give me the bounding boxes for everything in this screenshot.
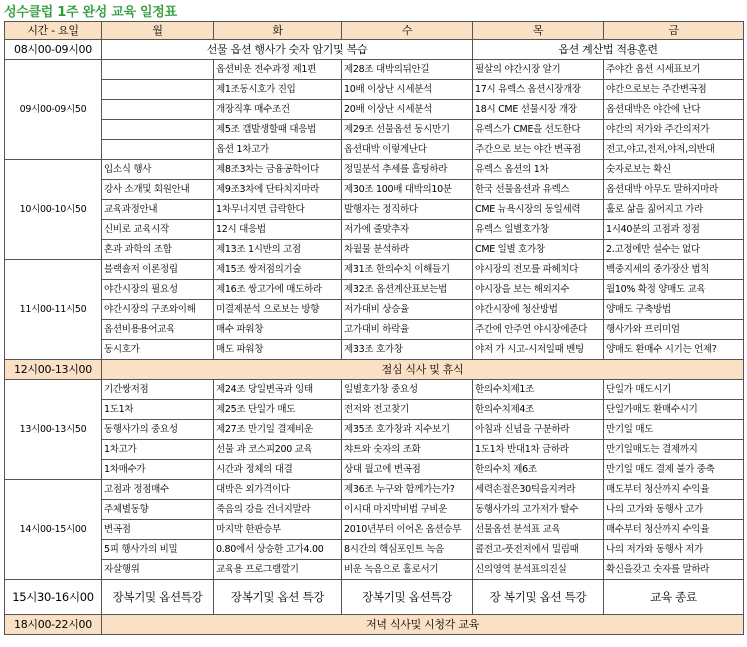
header-row	[5, 22, 744, 40]
schedule-cell: 12시 대응법	[214, 220, 342, 240]
schedule-cell: 옵션 1차고가	[214, 140, 342, 160]
schedule-cell: 야시장을 보는 해외지수	[473, 280, 604, 300]
time-cell: 14시00-15시00	[5, 480, 102, 580]
schedule-cell: 백중지세의 중가장산 법칙	[604, 260, 744, 280]
table-row	[5, 100, 744, 120]
table-row	[5, 260, 744, 280]
table-row	[5, 500, 744, 520]
header-day-tue: 화	[214, 22, 342, 40]
table-row	[5, 540, 744, 560]
schedule-cell: 8시간의 핵심포인트 녹음	[342, 540, 473, 560]
schedule-cell: 장복기및 옵션특강	[102, 580, 214, 615]
schedule-cell: 유렉스 일별호가창	[473, 220, 604, 240]
schedule-cell	[102, 140, 214, 160]
row-1800	[5, 615, 744, 635]
schedule-cell: 한의수치 제6조	[473, 460, 604, 480]
schedule-cell: 죽음의 강을 건너지말라	[214, 500, 342, 520]
schedule-cell: 제8조3차는 금융공학이다	[214, 160, 342, 180]
schedule-cell: 야간의 저가와 주간의저가	[604, 120, 744, 140]
schedule-cell: 5피 행사가의 비밀	[102, 540, 214, 560]
schedule-cell: 만기일 매도 결제 불가 중축	[604, 460, 744, 480]
schedule-cell: 0.80에서 상승한 고가4.00	[214, 540, 342, 560]
schedule-cell: 저가에 줄맞추자	[342, 220, 473, 240]
table-row	[5, 420, 744, 440]
header-day-thu: 목	[473, 22, 604, 40]
schedule-cell: 장복기및 옵션 특강	[214, 580, 342, 615]
schedule-cell: 만기일매도는 결제까지	[604, 440, 744, 460]
schedule-cell: 한국 선물옵션과 유렉스	[473, 180, 604, 200]
schedule-cell: 1차매수가	[102, 460, 214, 480]
table-row	[5, 460, 744, 480]
table-row	[5, 380, 744, 400]
schedule-cell: 나의 고가와 동행사 고가	[604, 500, 744, 520]
schedule-cell: 차월물 분석하라	[342, 240, 473, 260]
schedule-cell: 2010년부터 이어온 옵션승부	[342, 520, 473, 540]
schedule-cell: CME 일별 호가창	[473, 240, 604, 260]
schedule-cell: 고점과 정점매수	[102, 480, 214, 500]
schedule-cell: 챠트와 숫자의 조화	[342, 440, 473, 460]
schedule-cell: 제33조 호가창	[342, 340, 473, 360]
schedule-cell: 야저 가 시고-시저일때 벤팅	[473, 340, 604, 360]
schedule-cell: 저가대비 상승율	[342, 300, 473, 320]
table-row	[5, 80, 744, 100]
schedule-cell: 자살행위	[102, 560, 214, 580]
merged-cell: 저녁 식사및 시청각 교육	[102, 615, 744, 635]
schedule-cell: 제15조 쌍저점의기술	[214, 260, 342, 280]
schedule-cell: 전저와 전고찾기	[342, 400, 473, 420]
time-cell: 11시00-11시50	[5, 260, 102, 360]
schedule-cell: 20배 이상난 시세분석	[342, 100, 473, 120]
time-cell: 15시30-16시00	[5, 580, 102, 615]
time-cell: 18시00-22시00	[5, 615, 102, 635]
schedule-cell: 1도1차	[102, 400, 214, 420]
schedule-cell: 주간에 안주연 야시장에준다	[473, 320, 604, 340]
schedule-table	[4, 21, 744, 635]
table-row	[5, 120, 744, 140]
schedule-cell: 상대 월고에 변곡점	[342, 460, 473, 480]
schedule-cell: 1시40분의 고점과 정점	[604, 220, 744, 240]
schedule-cell: 행사가와 프리미엄	[604, 320, 744, 340]
schedule-cell: 제1조동시호가 진입	[214, 80, 342, 100]
schedule-cell: 교육 종료	[604, 580, 744, 615]
schedule-cell: 기간쌍저점	[102, 380, 214, 400]
schedule-cell: 1도1차 반대1차 금하라	[473, 440, 604, 460]
schedule-cell: 입소식 행사	[102, 160, 214, 180]
table-row	[5, 480, 744, 500]
schedule-cell: 야간으로보는 주간변곡점	[604, 80, 744, 100]
schedule-cell: 혼과 과학의 조합	[102, 240, 214, 260]
schedule-cell: 월10% 확정 양매도 교육	[604, 280, 744, 300]
schedule-cell: 동행사가의 중요성	[102, 420, 214, 440]
schedule-cell: 야간시장의 구조와이해	[102, 300, 214, 320]
time-cell: 10시00-10시50	[5, 160, 102, 260]
schedule-cell: 비운 녹음으로 홀로서기	[342, 560, 473, 580]
schedule-cell: 미결제분석 으로보는 방향	[214, 300, 342, 320]
schedule-cell: 매도부터 청산까지 수익율	[604, 480, 744, 500]
schedule-cell: 동행사가의 고가저가 탈수	[473, 500, 604, 520]
header-day-mon: 월	[102, 22, 214, 40]
schedule-cell: 야시장의 전모를 파헤치다	[473, 260, 604, 280]
schedule-cell: 제31조 한의수치 이해들기	[342, 260, 473, 280]
schedule-cell: 주체별동향	[102, 500, 214, 520]
schedule-cell	[102, 60, 214, 80]
schedule-cell: 매수부터 청산까지 수익율	[604, 520, 744, 540]
header-time: 시간 - 요일	[5, 22, 102, 40]
table-row	[5, 300, 744, 320]
schedule-cell: 고가대비 하락율	[342, 320, 473, 340]
table-row	[5, 60, 744, 80]
schedule-cell: 매수 파워창	[214, 320, 342, 340]
schedule-cell: 시간과 정체의 대결	[214, 460, 342, 480]
schedule-cell: 마지막 한판승부	[214, 520, 342, 540]
schedule-cell: 주야간 옵션 시세표보기	[604, 60, 744, 80]
schedule-cell: 정밀분석 추세를 흘팅하라	[342, 160, 473, 180]
table-row	[5, 400, 744, 420]
schedule-cell: 제5조 갭발생할때 대응법	[214, 120, 342, 140]
schedule-cell: 교육과정안내	[102, 200, 214, 220]
time-cell: 13시00-13시50	[5, 380, 102, 480]
table-row	[5, 180, 744, 200]
table-row	[5, 280, 744, 300]
header-day-wed: 수	[342, 22, 473, 40]
schedule-cell: 단일가 매도시기	[604, 380, 744, 400]
schedule-cell: 전고,야고,전저,야저,의반대	[604, 140, 744, 160]
schedule-cell: 제9조3차에 단타치지마라	[214, 180, 342, 200]
schedule-cell: 제24조 당일변곡과 잉태	[214, 380, 342, 400]
schedule-cell: 옵션대박 이렇게난다	[342, 140, 473, 160]
schedule-cell: 옵션대박 아무도 말하지마라	[604, 180, 744, 200]
header-day-fri: 금	[604, 22, 744, 40]
schedule-cell: 선물 과 코스피200 교육	[214, 440, 342, 460]
schedule-cell: 확신을갖고 숫자를 말하라	[604, 560, 744, 580]
schedule-cell: 대박은 외가격이다	[214, 480, 342, 500]
schedule-cell: CME 뉴욕시장의 동일세력	[473, 200, 604, 220]
table-row	[5, 320, 744, 340]
table-row	[5, 440, 744, 460]
schedule-cell: 신비로 교육시작	[102, 220, 214, 240]
schedule-cell: 훌로 삶을 짊어지고 가라	[604, 200, 744, 220]
schedule-cell: 블랙숄저 이론정립	[102, 260, 214, 280]
table-row	[5, 200, 744, 220]
merged-cell: 점심 식사 및 휴식	[102, 360, 744, 380]
schedule-cell: 제32조 옵션계산표보는법	[342, 280, 473, 300]
schedule-cell: 제16조 쌍고가에 매도하라	[214, 280, 342, 300]
row-1530	[5, 580, 744, 615]
row-0800	[5, 40, 744, 60]
schedule-cell: 제36조 누구와 함께가는가?	[342, 480, 473, 500]
schedule-cell: 필살의 야간시장 알기	[473, 60, 604, 80]
schedule-cell: 1차고가	[102, 440, 214, 460]
schedule-cell: 제13조 1시반의 고점	[214, 240, 342, 260]
schedule-cell: 매도 파워창	[214, 340, 342, 360]
table-row	[5, 220, 744, 240]
schedule-cell: 야간시장의 필요성	[102, 280, 214, 300]
schedule-cell: 변곡점	[102, 520, 214, 540]
schedule-cell: 선물옵션 분석표 교육	[473, 520, 604, 540]
schedule-cell: 아침과 신념을 구분하라	[473, 420, 604, 440]
schedule-cell: 한의수치제1조	[473, 380, 604, 400]
schedule-cell: 강사 소개및 회원안내	[102, 180, 214, 200]
schedule-cell	[102, 80, 214, 100]
schedule-cell: 옵션대박은 야간에 난다	[604, 100, 744, 120]
schedule-cell: 세력손절은30틱을지켜라	[473, 480, 604, 500]
table-row	[5, 340, 744, 360]
schedule-cell: 콜전고-풋전저에서 밀림때	[473, 540, 604, 560]
schedule-cell: 발행자는 정직하다	[342, 200, 473, 220]
schedule-cell: 제35조 호가창과 지수보기	[342, 420, 473, 440]
schedule-cell: 이시대 마지막비법 구비운	[342, 500, 473, 520]
table-row	[5, 240, 744, 260]
schedule-cell: 장복기및 옵션특강	[342, 580, 473, 615]
schedule-cell: 유렉스가 CME을 선도한다	[473, 120, 604, 140]
schedule-cell: 야간시장에 청산방법	[473, 300, 604, 320]
schedule-cell: 양매도 구축방법	[604, 300, 744, 320]
schedule-cell: 숫자로보는 확신	[604, 160, 744, 180]
schedule-cell: 단일가매도 환매수시기	[604, 400, 744, 420]
schedule-cell: 동시호가	[102, 340, 214, 360]
page-title: 성수클럽 1주 완성 교육 일정표	[4, 5, 177, 20]
table-row	[5, 560, 744, 580]
schedule-cell: 장 복기및 옵션 특강	[473, 580, 604, 615]
time-cell: 12시00-13시00	[5, 360, 102, 380]
schedule-cell: 17시 유렉스 옵션시장개장	[473, 80, 604, 100]
time-cell: 09시00-09시50	[5, 60, 102, 160]
table-row	[5, 140, 744, 160]
schedule-cell: 제27조 만기일 결제비운	[214, 420, 342, 440]
schedule-cell: 10배 이상난 시세분석	[342, 80, 473, 100]
schedule-cell: 한의수치제4조	[473, 400, 604, 420]
schedule-cell: 옵션비운 전수과정 제1편	[214, 60, 342, 80]
schedule-cell: 제25조 단일가 매도	[214, 400, 342, 420]
schedule-cell	[102, 120, 214, 140]
schedule-cell: 교육용 프로그램깔기	[214, 560, 342, 580]
schedule-cell: 만기일 매도	[604, 420, 744, 440]
schedule-cell	[102, 100, 214, 120]
table-row	[5, 520, 744, 540]
schedule-cell: 2.고정에만 설수는 없다	[604, 240, 744, 260]
time-cell: 08시00-09시00	[5, 40, 102, 60]
schedule-cell: 1차무너지면 급락한다	[214, 200, 342, 220]
schedule-cell: 제28조 대박의뒤안길	[342, 60, 473, 80]
schedule-cell: 18시 CME 선물시장 개장	[473, 100, 604, 120]
schedule-cell: 일별호가창 중요성	[342, 380, 473, 400]
schedule-cell: 제29조 선물옵션 동시만기	[342, 120, 473, 140]
table-row	[5, 160, 744, 180]
schedule-cell: 제30조 100배 대박의10분	[342, 180, 473, 200]
merged-cell: 선물 옵션 행사가 숫자 암기및 복습	[102, 40, 473, 60]
schedule-cell: 유렉스 옵션의 1차	[473, 160, 604, 180]
schedule-cell: 나의 저가와 동행사 저가	[604, 540, 744, 560]
merged-cell: 옵션 계산법 적용훈련	[473, 40, 744, 60]
row-1200	[5, 360, 744, 380]
schedule-cell: 양매도 환매수 시기는 언제?	[604, 340, 744, 360]
schedule-cell: 옵션비용용어교육	[102, 320, 214, 340]
schedule-cell: 개장직후 매수조건	[214, 100, 342, 120]
schedule-cell: 주간으로 보는 야간 변곡점	[473, 140, 604, 160]
schedule-cell: 신의영역 분석표의진실	[473, 560, 604, 580]
